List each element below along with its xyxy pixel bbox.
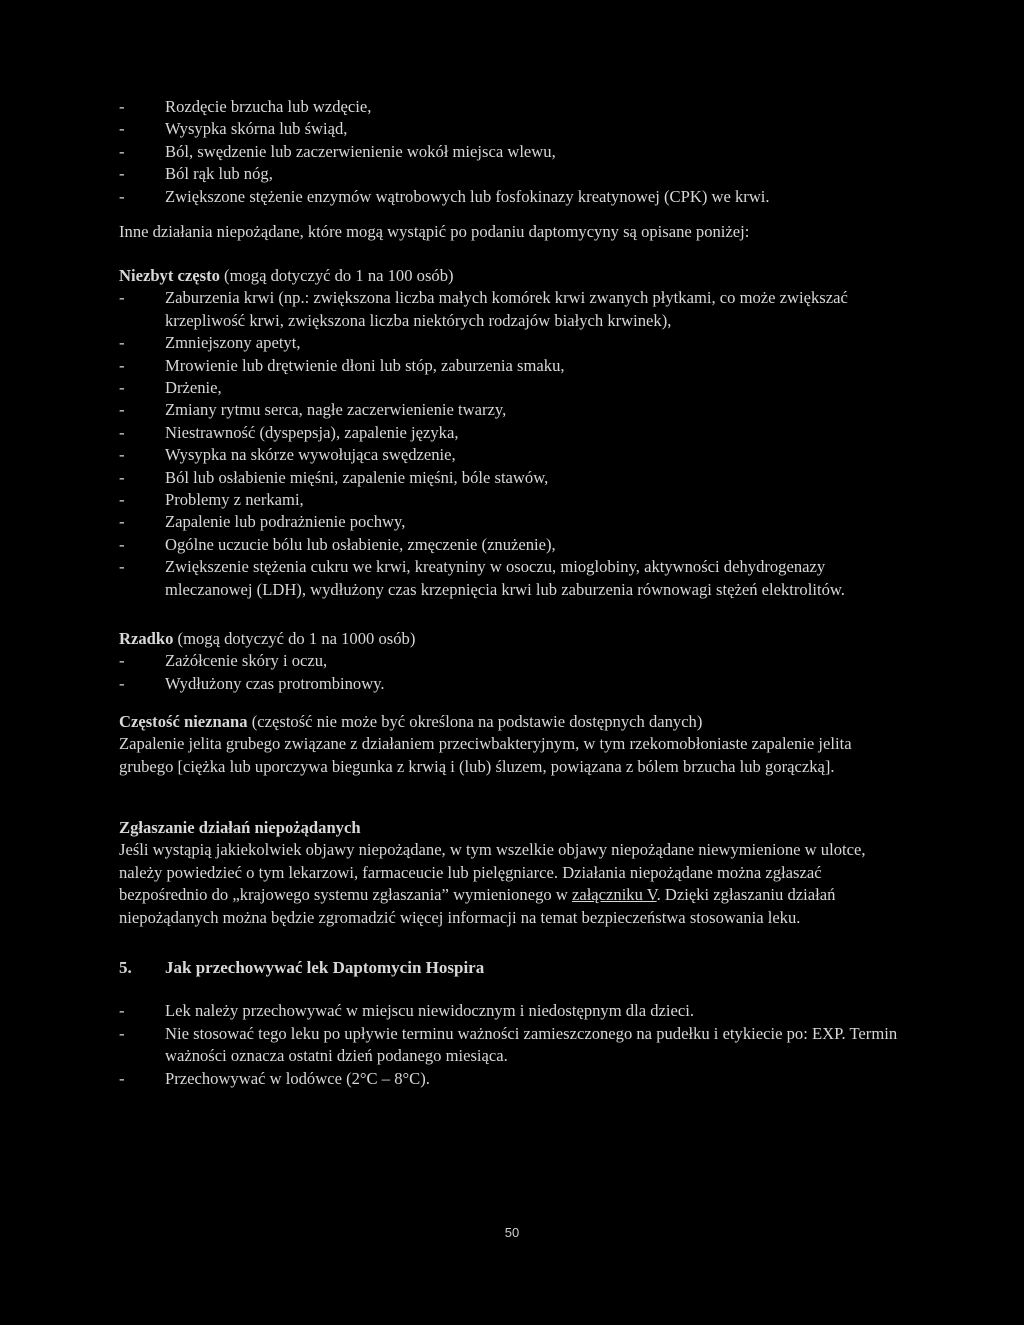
unknown-heading [119,711,909,733]
common-effect-item-text: Rozdęcie brzucha lub wzdęcie, [165,97,372,116]
list-dash: - [119,355,125,375]
list-dash: - [119,333,125,353]
common-effect-item-text: Ból, swędzenie lub zaczerwienienie wokół miejsca wlewu, [165,141,556,161]
section-5-title: Jak przechowywać lek Daptomycin Hospira [165,958,485,977]
uncommon-heading-bold: Niezbyt często [119,266,220,285]
list-dash: - [119,119,125,139]
section-5-number: 5. [119,958,132,977]
storage-instruction-item [119,1000,909,1022]
rare-effect-item [119,673,909,695]
uncommon-section [119,265,909,601]
uncommon-effect-item-text: Problemy z nerkami, [165,490,304,510]
list-dash: - [119,164,125,184]
uncommon-effect-item [119,377,909,399]
uncommon-heading [119,265,909,287]
rare-heading-bold: Rzadko [119,629,174,648]
common-effect-item-text: Zwiększone stężenie enzymów wątrobowych lub fosfokinazy kreatynowej (CPK) we krwi. [165,186,770,206]
list-dash: - [119,1001,125,1021]
list-dash: - [119,378,125,398]
rare-effect-item-text: Zażółcenie skóry i oczu, [165,651,328,671]
uncommon-effect-item [119,489,909,511]
list-dash: - [119,422,125,442]
reporting-heading [119,817,909,839]
uncommon-effect-item-text: Zapalenie lub podrażnienie pochwy, [165,512,406,532]
reporting-section [119,817,909,929]
common-effect-item-text: Ból rąk lub nóg, [165,164,273,184]
unknown-text: Zapalenie jelita grubego związane z działaniem przeciwbakteryjnym, w tym rzekomobłoniaste zapalenie jelita grubego [ciężka lub uporczywa biegunka z krwią i (lub) śluzem, powiązana z bólem brzucha lub gorączką]. [119,734,852,776]
side-effects-list-common [119,96,909,208]
list-dash: - [119,288,125,308]
uncommon-effect-item-text: Mrowienie lub drętwienie dłoni lub stóp, zaburzenia smaku, [165,355,565,375]
storage-instruction-item-text: Nie stosować tego leku po upływie terminu ważności zamieszczonego na pudełku i etykiecie po: EXP. Termin ważności oznacza ostatni dzień podanego miesiąca. [165,1023,898,1066]
uncommon-effect-item-text: Drżenie, [165,378,222,398]
rare-heading-rest: (mogą dotyczyć do 1 na 1000 osób) [173,629,416,648]
storage-instruction-item [119,1068,909,1090]
reporting-text-part1: Jeśli wystąpią jakiekolwiek objawy niepożądane, w tym wszelkie objawy niepożądane niewymienione w ulotce, należy powiedzieć o tym lekarzowi, farmaceucie lub pielęgniarce. Działania niepożądane można zgłaszać bezpośrednio do „krajowego systemu zgłaszania” wymienionego w [119,840,866,905]
unknown-heading-rest: (częstość nie może być określona na podstawie dostępnych danych) [247,712,703,731]
uncommon-effect-item-text: Niestrawność (dyspepsja), zapalenie języka, [165,422,459,442]
common-effect-item [119,141,909,163]
uncommon-effect-item [119,467,909,489]
uncommon-effect-item-text: Zmniejszony apetyt, [165,333,301,353]
uncommon-effect-item-text: Ból lub osłabienie mięśni, zapalenie mięśni, bóle stawów, [165,467,549,487]
uncommon-effect-item-text: Wysypka na skórze wywołująca swędzenie, [165,445,456,465]
intro-paragraph: Inne działania niepożądane, które mogą wystąpić po podaniu daptomycyny są opisane poniżej: [119,222,750,241]
unknown-heading-bold: Częstość nieznana [119,712,248,731]
uncommon-effect-item [119,556,909,601]
list-dash: - [119,445,125,465]
section-5 [119,957,909,1090]
rare-effect-item [119,650,909,672]
common-effect-item [119,118,909,140]
common-effect-item-text: Wysypka skórna lub świąd, [165,119,348,139]
common-effect-item [119,96,909,118]
list-dash: - [119,651,125,671]
uncommon-effect-item-text: Ogólne uczucie bólu lub osłabienie, zmęczenie (znużenie), [165,534,556,554]
list-dash: - [119,490,125,510]
list-dash: - [119,673,125,693]
uncommon-effect-item [119,355,909,377]
list-dash: - [119,97,125,116]
list-dash: - [119,467,125,487]
annex-v-link[interactable]: załączniku V [571,885,657,905]
uncommon-effect-item [119,332,909,354]
uncommon-effect-item [119,511,909,533]
reporting-heading-text: Zgłaszanie działań niepożądanych [119,818,361,837]
unknown-frequency-section [119,711,909,778]
rare-effect-item-text: Wydłużony czas protrombinowy. [165,673,385,693]
list-dash: - [119,1068,125,1088]
uncommon-effect-item [119,287,909,332]
uncommon-effect-item-text: Zwiększenie stężenia cukru we krwi, kreatyniny w osoczu, mioglobiny, aktywności dehydrogenazy mleczanowej (LDH), wydłużony czas krzepnięcia krwi lub zaburzenia równowagi stężeń elektrolitów. [165,557,845,599]
page-number: 50 [504,1225,520,1240]
uncommon-effect-item [119,422,909,444]
list-dash: - [119,557,125,577]
reporting-text [119,839,909,929]
rare-heading [119,628,909,650]
uncommon-effect-item-text: Zmiany rytmu serca, nagłe zaczerwienienie twarzy, [165,400,507,420]
common-effect-item [119,186,909,208]
other-effects-intro [119,221,909,243]
list-dash: - [119,1023,125,1043]
uncommon-heading-rest: (mogą dotyczyć do 1 na 100 osób) [219,266,454,285]
uncommon-effect-item-text: Zaburzenia krwi (np.: zwiększona liczba małych komórek krwi zwanych płytkami, co może zwiększać krzepliwość krwi, zwiększona liczba niektórych rodzajów białych krwinek), [165,288,848,330]
reporting-text-part2: . Dzięki zgłaszaniu działań niepożądanych można będzie zgromadzić więcej informacji na temat bezpieczeństwa stosowania leku. [119,885,836,927]
rare-section [119,628,909,695]
list-dash: - [119,186,125,206]
section-5-heading [119,957,909,979]
storage-instruction-item [119,1023,909,1068]
list-dash: - [119,512,125,532]
list-dash: - [119,400,125,420]
storage-instruction-item-text: Przechowywać w lodówce (2°C – 8°C). [165,1068,430,1088]
uncommon-effect-item [119,399,909,421]
uncommon-effect-item [119,534,909,556]
uncommon-effect-item [119,444,909,466]
list-dash: - [119,141,125,161]
list-dash: - [119,534,125,554]
common-effect-item [119,163,909,185]
storage-instruction-item-text: Lek należy przechowywać w miejscu niewidocznym i niedostępnym dla dzieci. [165,1001,694,1021]
